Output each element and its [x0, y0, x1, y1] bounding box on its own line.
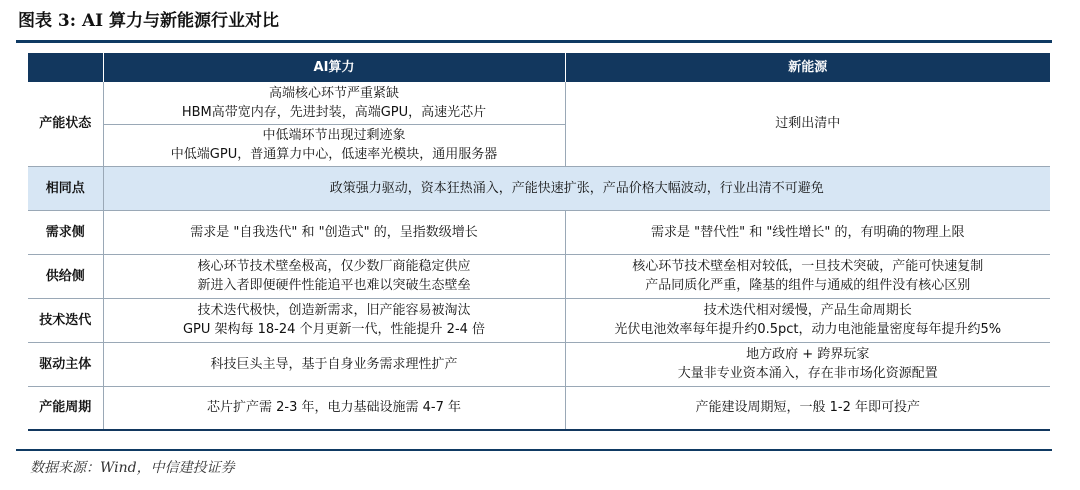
table-header-row	[28, 53, 1050, 82]
supply-ai-cell	[103, 254, 565, 298]
capacity-ai-high-line-1: 高端核心环节严重紧缺	[268, 85, 399, 101]
iteration-ai-cell	[103, 298, 565, 342]
supply-ai-line-1: 核心环节技术壁垒极高，仅少数厂商能稳定供应	[197, 259, 471, 274]
header-corner	[28, 53, 103, 82]
header-ai-compute: AI算力	[103, 53, 565, 82]
row-label-capacity: 产能状态	[28, 82, 103, 166]
title-divider	[16, 40, 1052, 43]
capacity-ne-cell: 过剩出清中	[565, 82, 1050, 166]
table-row-supply	[28, 254, 1050, 298]
iteration-ne-line-2: 光伏电池效率每年提升约0.5pct，动力电池能量密度每年提升约5%	[614, 322, 1002, 337]
capacity-ai-low-line-2: 中低端GPU，普通算力中心，低速率光模块，通用服务器	[170, 147, 498, 162]
row-label-cycle: 产能周期	[28, 386, 103, 430]
same-points-cell: 政策强力驱动，资本狂热涌入，产能快速扩张，产品价格大幅波动，行业出清不可避免	[103, 166, 1050, 210]
demand-ai-cell: 需求是 "自我迭代" 和 "创造式" 的，呈指数级增长	[103, 210, 565, 254]
row-label-iteration: 技术迭代	[28, 298, 103, 342]
driver-ai-cell: 科技巨头主导，基于自身业务需求理性扩产	[103, 342, 565, 386]
iteration-ai-line-2: GPU 架构每 18-24 个月更新一代，性能提升 2-4 倍	[182, 322, 486, 337]
table-row-iteration	[28, 298, 1050, 342]
driver-ne-line-1: 地方政府 + 跨界玩家	[746, 347, 870, 362]
row-label-supply: 供给侧	[28, 254, 103, 298]
supply-ne-line-1: 核心环节技术壁垒相对较低，一旦技术突破，产能可快速复制	[632, 259, 984, 274]
iteration-ne-cell	[565, 298, 1050, 342]
driver-ne-cell	[565, 342, 1050, 386]
capacity-ai-low-line-1: 中低端环节出现过剩迹象	[262, 128, 406, 143]
cycle-ne-cell: 产能建设周期短，一般 1-2 年即可投产	[565, 386, 1050, 430]
row-label-driver: 驱动主体	[28, 342, 103, 386]
capacity-ai-high-line-2: HBM高带宽内存，先进封装，高端GPU，高速光芯片	[181, 104, 487, 120]
figure-title: 图表 3: AI 算力与新能源行业对比	[18, 11, 280, 31]
source-note: 数据来源：Wind，中信建投证券	[30, 460, 235, 476]
capacity-ai-low-cell	[103, 124, 565, 166]
iteration-ai-line-1: 技术迭代极快，创造新需求，旧产能容易被淘汰	[197, 303, 471, 318]
table-row-driver	[28, 342, 1050, 386]
supply-ai-line-2: 新进入者即便硬件性能追平也难以突破生态壁垒	[197, 278, 471, 293]
capacity-ai-high-cell	[103, 82, 565, 124]
row-label-same: 相同点	[28, 166, 103, 210]
table-row-capacity-high	[28, 82, 1050, 124]
supply-ne-line-2: 产品同质化严重，隆基的组件与通威的组件没有核心区别	[645, 278, 971, 293]
row-label-demand: 需求侧	[28, 210, 103, 254]
driver-ne-line-2: 大量非专业资本涌入，存在非市场化资源配置	[677, 366, 938, 381]
table-row-same	[28, 166, 1050, 210]
supply-ne-cell	[565, 254, 1050, 298]
table-row-demand	[28, 210, 1050, 254]
table-bottom-divider	[16, 449, 1052, 451]
table-row-cycle	[28, 386, 1050, 430]
comparison-table	[28, 53, 1050, 431]
header-new-energy: 新能源	[565, 53, 1050, 82]
cycle-ai-cell: 芯片扩产需 2-3 年，电力基础设施需 4-7 年	[103, 386, 565, 430]
iteration-ne-line-1: 技术迭代相对缓慢，产品生命周期长	[703, 303, 912, 318]
demand-ne-cell: 需求是 "替代性" 和 "线性增长" 的，有明确的物理上限	[565, 210, 1050, 254]
